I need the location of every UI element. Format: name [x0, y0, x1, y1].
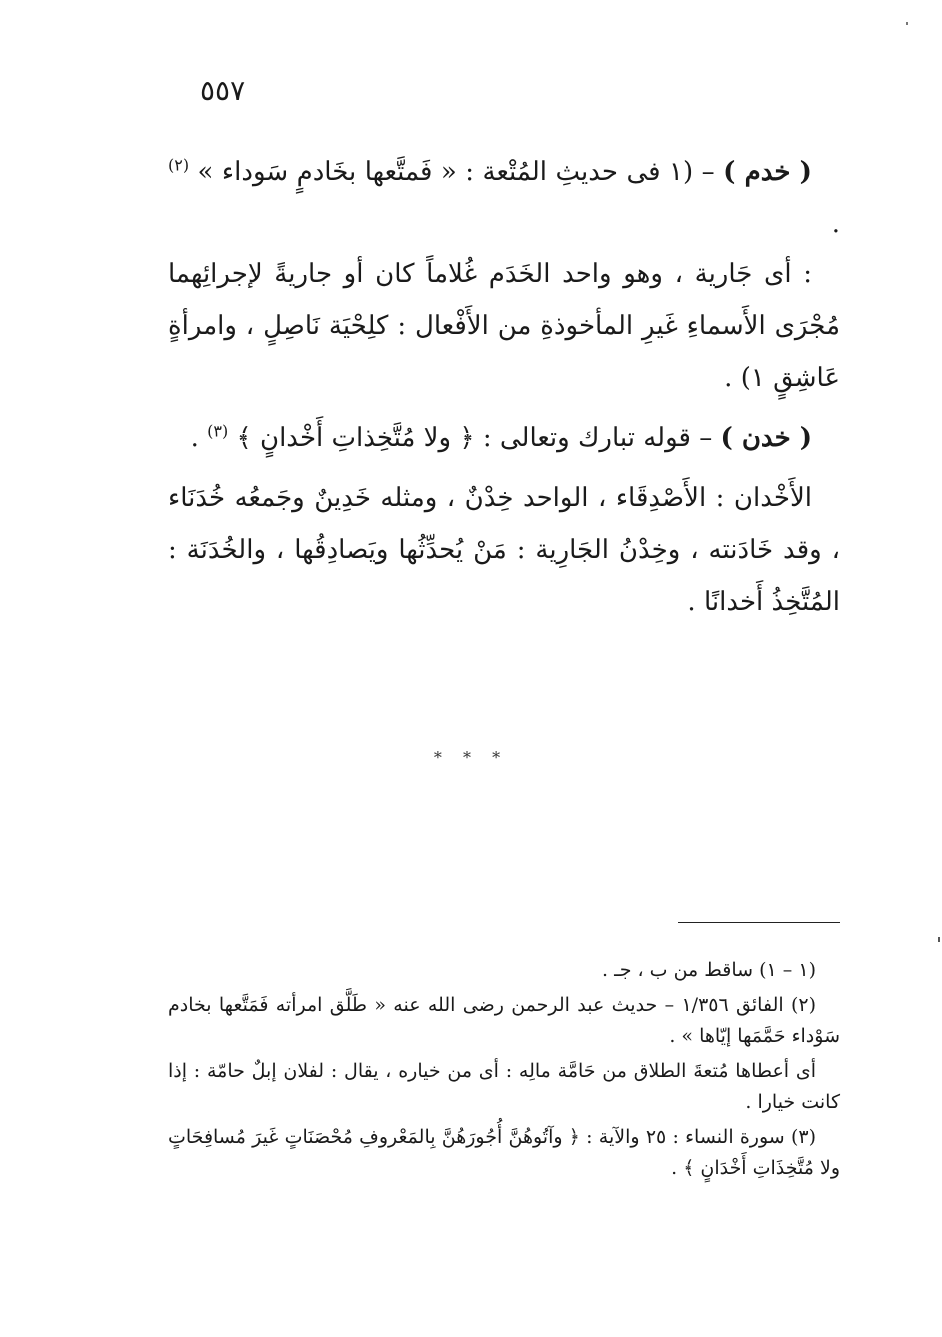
entry-khadan-explanation-block	[168, 472, 840, 628]
entry-khadan-heading	[168, 412, 840, 464]
footnote-2-continuation: أى أعطاها مُتعةَ الطلاق من حَامَّة مالِه : أى من خياره ، يقال : لفلان إبلٌ حامّة : إذا كانت خيارا .	[168, 1060, 840, 1113]
entry-khadam-period: .	[831, 209, 840, 239]
entry-khadam-explanation-block	[168, 248, 840, 404]
entry-khadam-citation: – (١ فى حديثِ المُتْعة : « فَمتَّعها بخَادمٍ سَوداء »	[189, 157, 724, 187]
footnote-ref-2: (٢)	[168, 155, 190, 175]
footnote-3: (٣) سورة النساء : ٢٥ والآية : ﴿ وآتُوهُنَّ أُجُورَهُنَّ بِالمَعْروفِ مُحْصَنَاتٍ غَيرَ مُسافِحَاتٍ ولا مُتَّخِذَاتِ أَخْدَانٍ ﴾ .	[168, 1126, 840, 1179]
footnote-divider	[678, 922, 840, 923]
page-number: ٥٥٧	[200, 74, 246, 107]
margin-speck-top	[906, 22, 908, 25]
headword-khadam: ( خدم )	[723, 157, 812, 187]
headword-khadan: ( خدن )	[720, 423, 812, 453]
entry-khadam-heading	[168, 146, 840, 250]
entry-khadam-explanation: : أى جَارية ، وهو واحد الخَدَم غُلاماً كان أو جاريةً لإجرائِهما مُجْرَى الأَسماءِ غَيرِ المأخوذةِ من الأَفْعال : كلِحْيَة نَاصِلٍ ، وامرأةٍ عَاشِقٍ ١) .	[168, 259, 840, 393]
footnote-2: (٢) الفائق ١/٣٥٦ – حديث عبد الرحمن رضى الله عنه « طَلَّق امرأته فَمَتَّعها بخادم سَوْداء حَمَّمَها إيّاها » .	[168, 994, 840, 1047]
margin-speck-side	[938, 937, 940, 942]
footnote-ref-3: (٣)	[207, 421, 229, 441]
entry-khadan-period: .	[190, 423, 208, 453]
footnote-1: (١ – ١) ساقط من ب ، جـ .	[602, 959, 816, 981]
section-separator: * * *	[433, 748, 509, 767]
footnotes-section	[168, 955, 840, 1188]
entry-khadan-citation: – قوله تبارك وتعالى : ﴿ ولا مُتَّخِذاتِ أَخْدانٍ ﴾	[228, 423, 721, 453]
entry-khadan-explanation: الأَخْدان : الأَصْدِقَاء ، الواحد خِدْنٌ ، ومثله خَدِينٌ وجَمعُه خُدَنَاء ، وقد خَادَنته ، وخِدْنُ الجَارِية : مَنْ يُحدِّثُها ويَصادِقُها ، والخُدَنَة : المُتَّخِذُ أَخدانًا .	[168, 483, 840, 617]
